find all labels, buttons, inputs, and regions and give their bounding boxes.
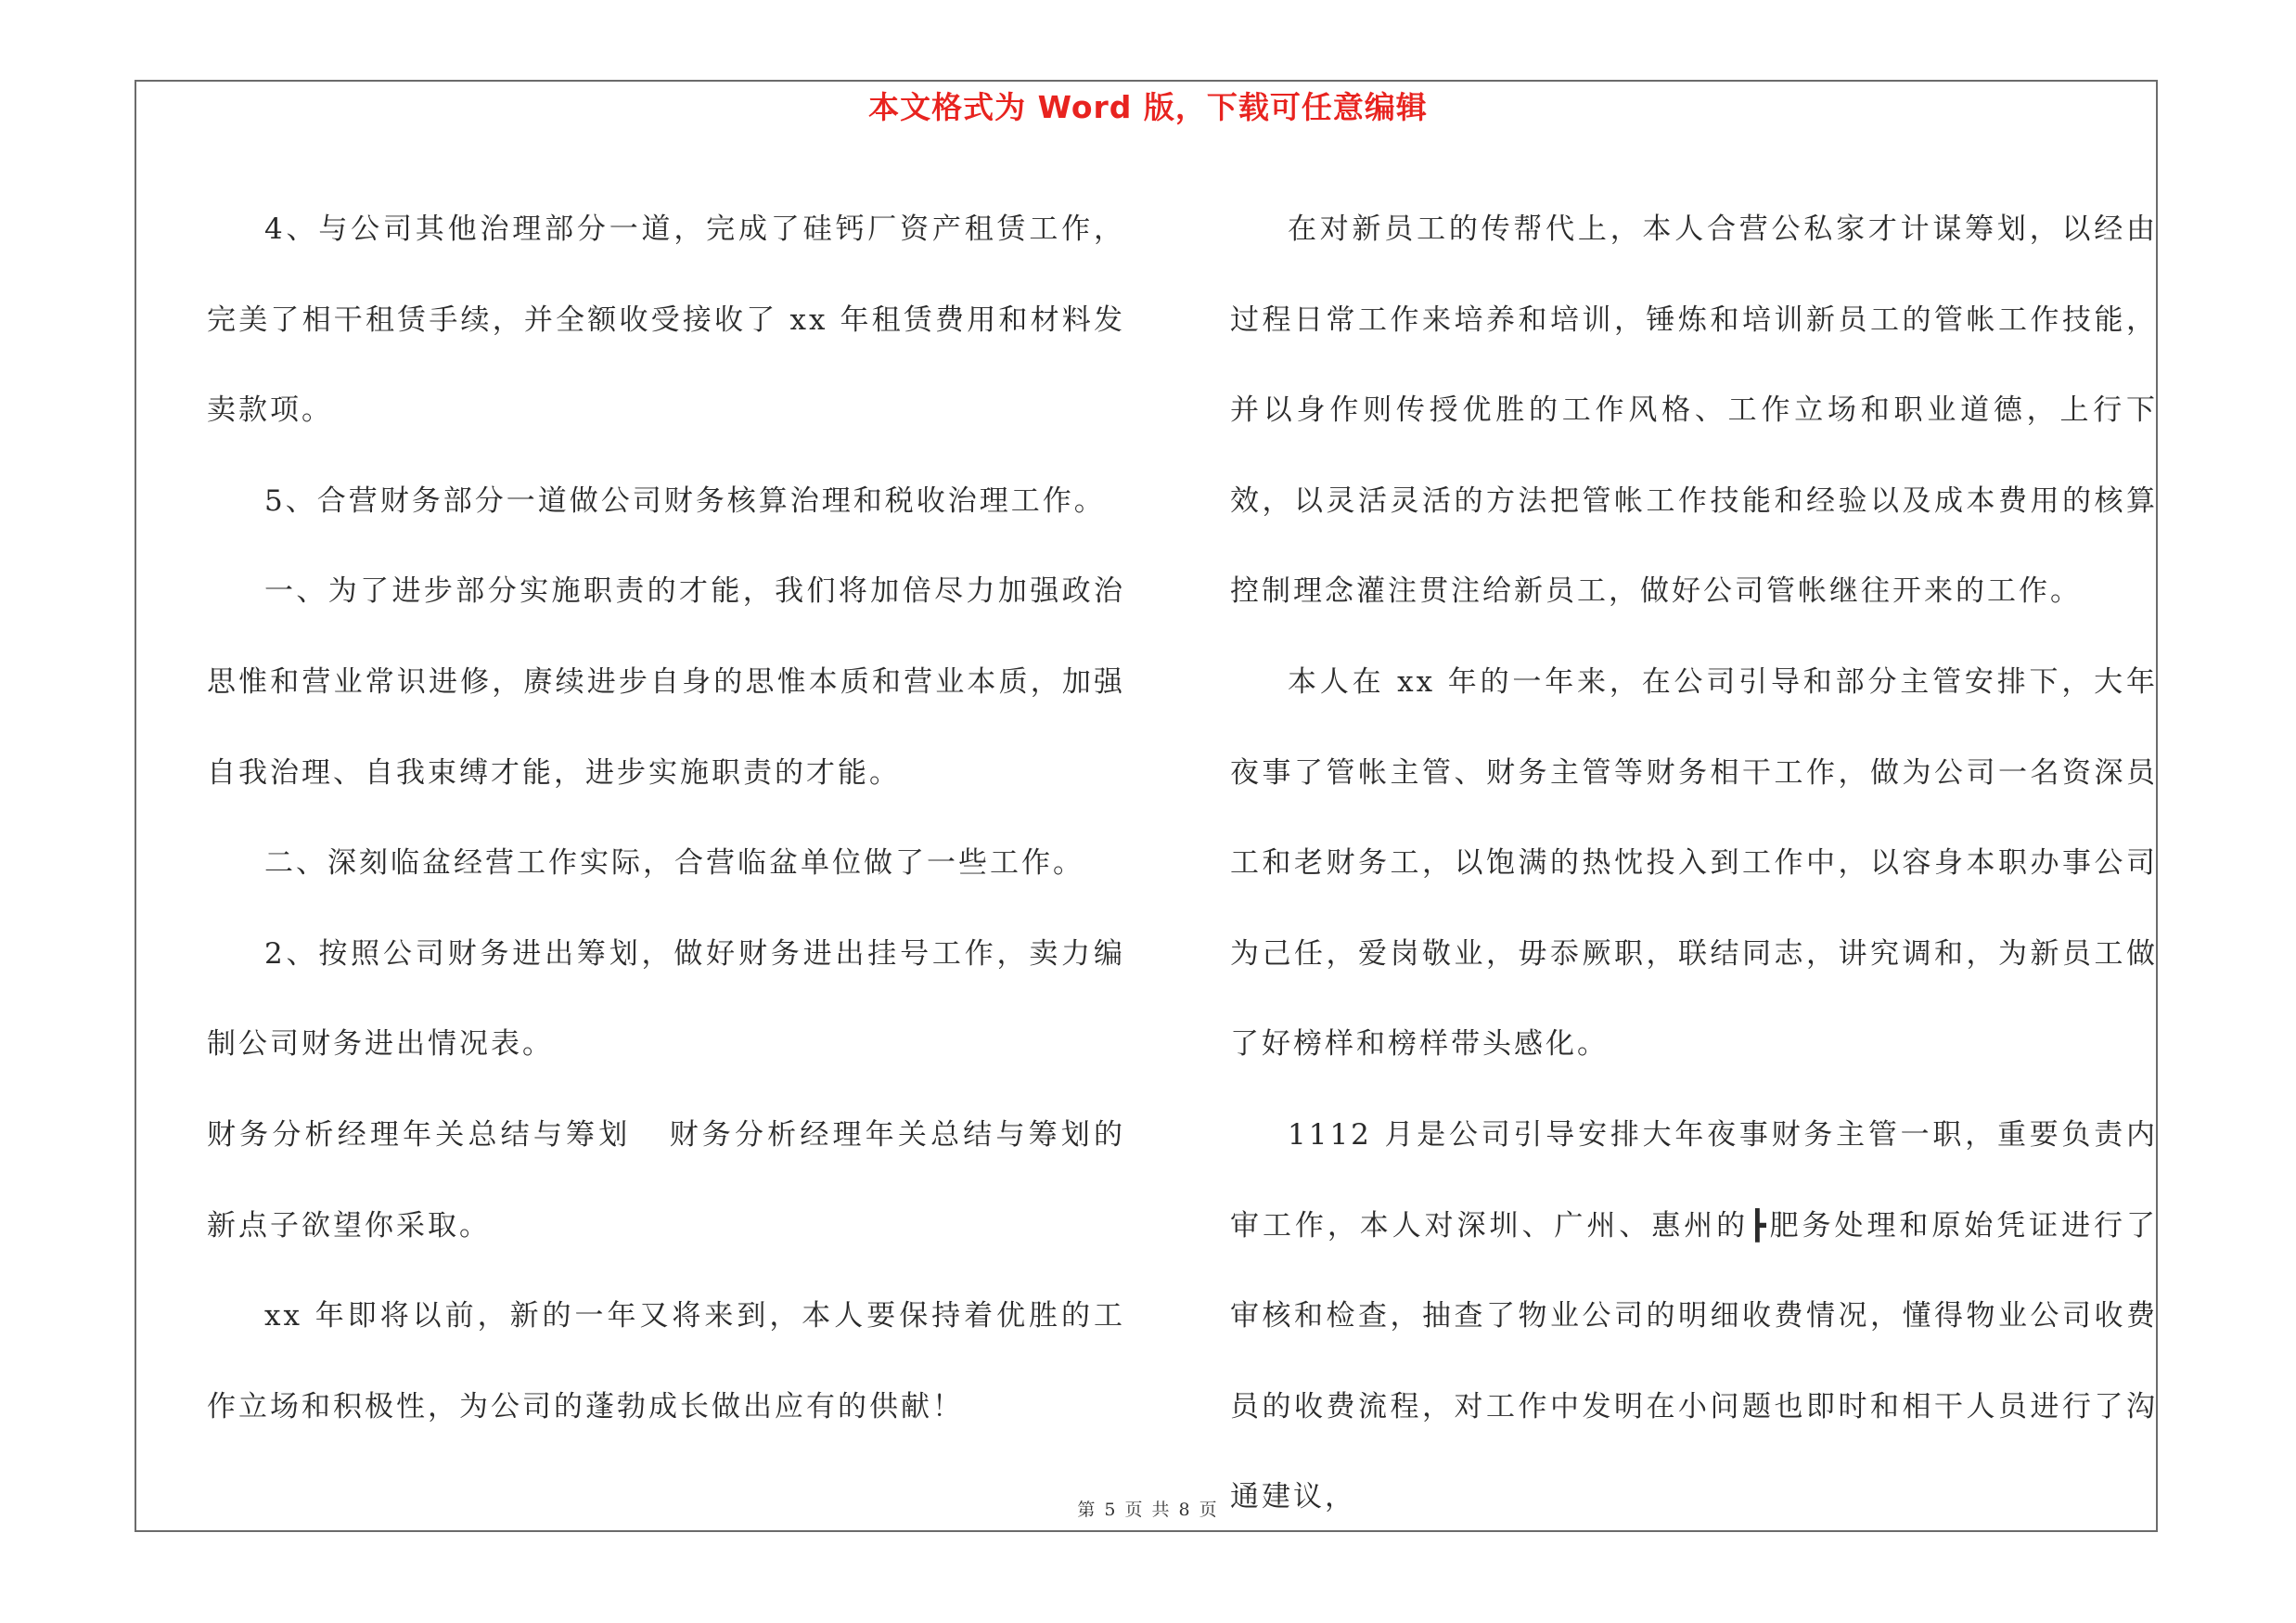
paragraph-summary-intro — [207, 1090, 1125, 1271]
paragraph-accounting-tax: 5、合营财务部分一道做公司财务核算治理和税收治理工作。 — [264, 483, 1106, 518]
right-column — [1230, 185, 2158, 1543]
paragraph-production-practice: 二、深刻临盆经营工作实际，合营临盆单位做了一些工作。 — [264, 846, 1084, 881]
paragraph-lease-work: 4、与公司其他治理部分一道，完成了硅钙厂资产租赁工作，完美了相干租赁手续，并全额收受接收了 xx 年租赁费用和材料发卖款项。 — [207, 213, 1125, 428]
paragraph-budget-registration: 2、按照公司财务进出筹划，做好财务进出挂号工作，卖力编制公司财务进出情况表。 — [207, 936, 1125, 1062]
page-number: 第 5 页 共 8 页 — [1077, 1500, 1219, 1520]
summary-title: 财务分析经理年关总结与筹划 — [207, 1117, 632, 1152]
paragraph-internal-audit: 1112 月是公司引导安排大年夜事财务主管一职，重要负责内审工作，本人对深圳、广州、惠州的┣肥务处理和原始凭证进行了审核和检查，抽查了物业公司的明细收费情况，懂得物业公司收费员的收费流程，对工作中发明在小问题也即时和相干人员进行了沟通建议， — [1230, 1117, 2158, 1514]
paragraph-new-year: xx 年即将以前，新的一年又将来到，本人要保持着优胜的工作立场和积极性，为公司的蓬勃成长做出应有的供献！ — [207, 1299, 1125, 1423]
paragraph-mentoring: 在对新员工的传帮代上，本人合营公私家才计谋筹划，以经由过程日常工作来培养和培训，锤炼和培训新员工的管帐工作技能，并以身作则传授优胜的工作风格、工作立场和职业道德，上行下效，以灵活灵活的方法把管帐工作技能和经验以及成本费用的核算控制理念灌注贯注给新员工，做好公司管帐继往开来的工作。 — [1230, 213, 2158, 609]
summary-text: 财务分析经理年关总结与筹划的新点子欲望你采取。 — [207, 1117, 1125, 1243]
paragraph-improve-ability: 一、为了进步部分实施职责的才能，我们将加倍尽力加强政治思惟和营业常识进修，赓续进步自身的思惟本质和营业本质，加强自我治理、自我束缚才能，进步实施职责的才能。 — [207, 574, 1125, 790]
paragraph-year-review: 本人在 xx 年的一年来，在公司引导和部分主管安排下，大年夜事了管帐主管、财务主管等财务相干工作，做为公司一名资深员工和老财务工，以饱满的热忱投入到工作中，以容身本职办事公司为己任，爱岗敬业，毋忝厥职，联结同志，讲究调和，为新员工做了好榜样和榜样带头感化。 — [1230, 664, 2158, 1062]
word-format-banner: 本文格式为 Word 版，下载可任意编辑 — [868, 89, 1428, 125]
left-column — [207, 185, 1125, 1452]
